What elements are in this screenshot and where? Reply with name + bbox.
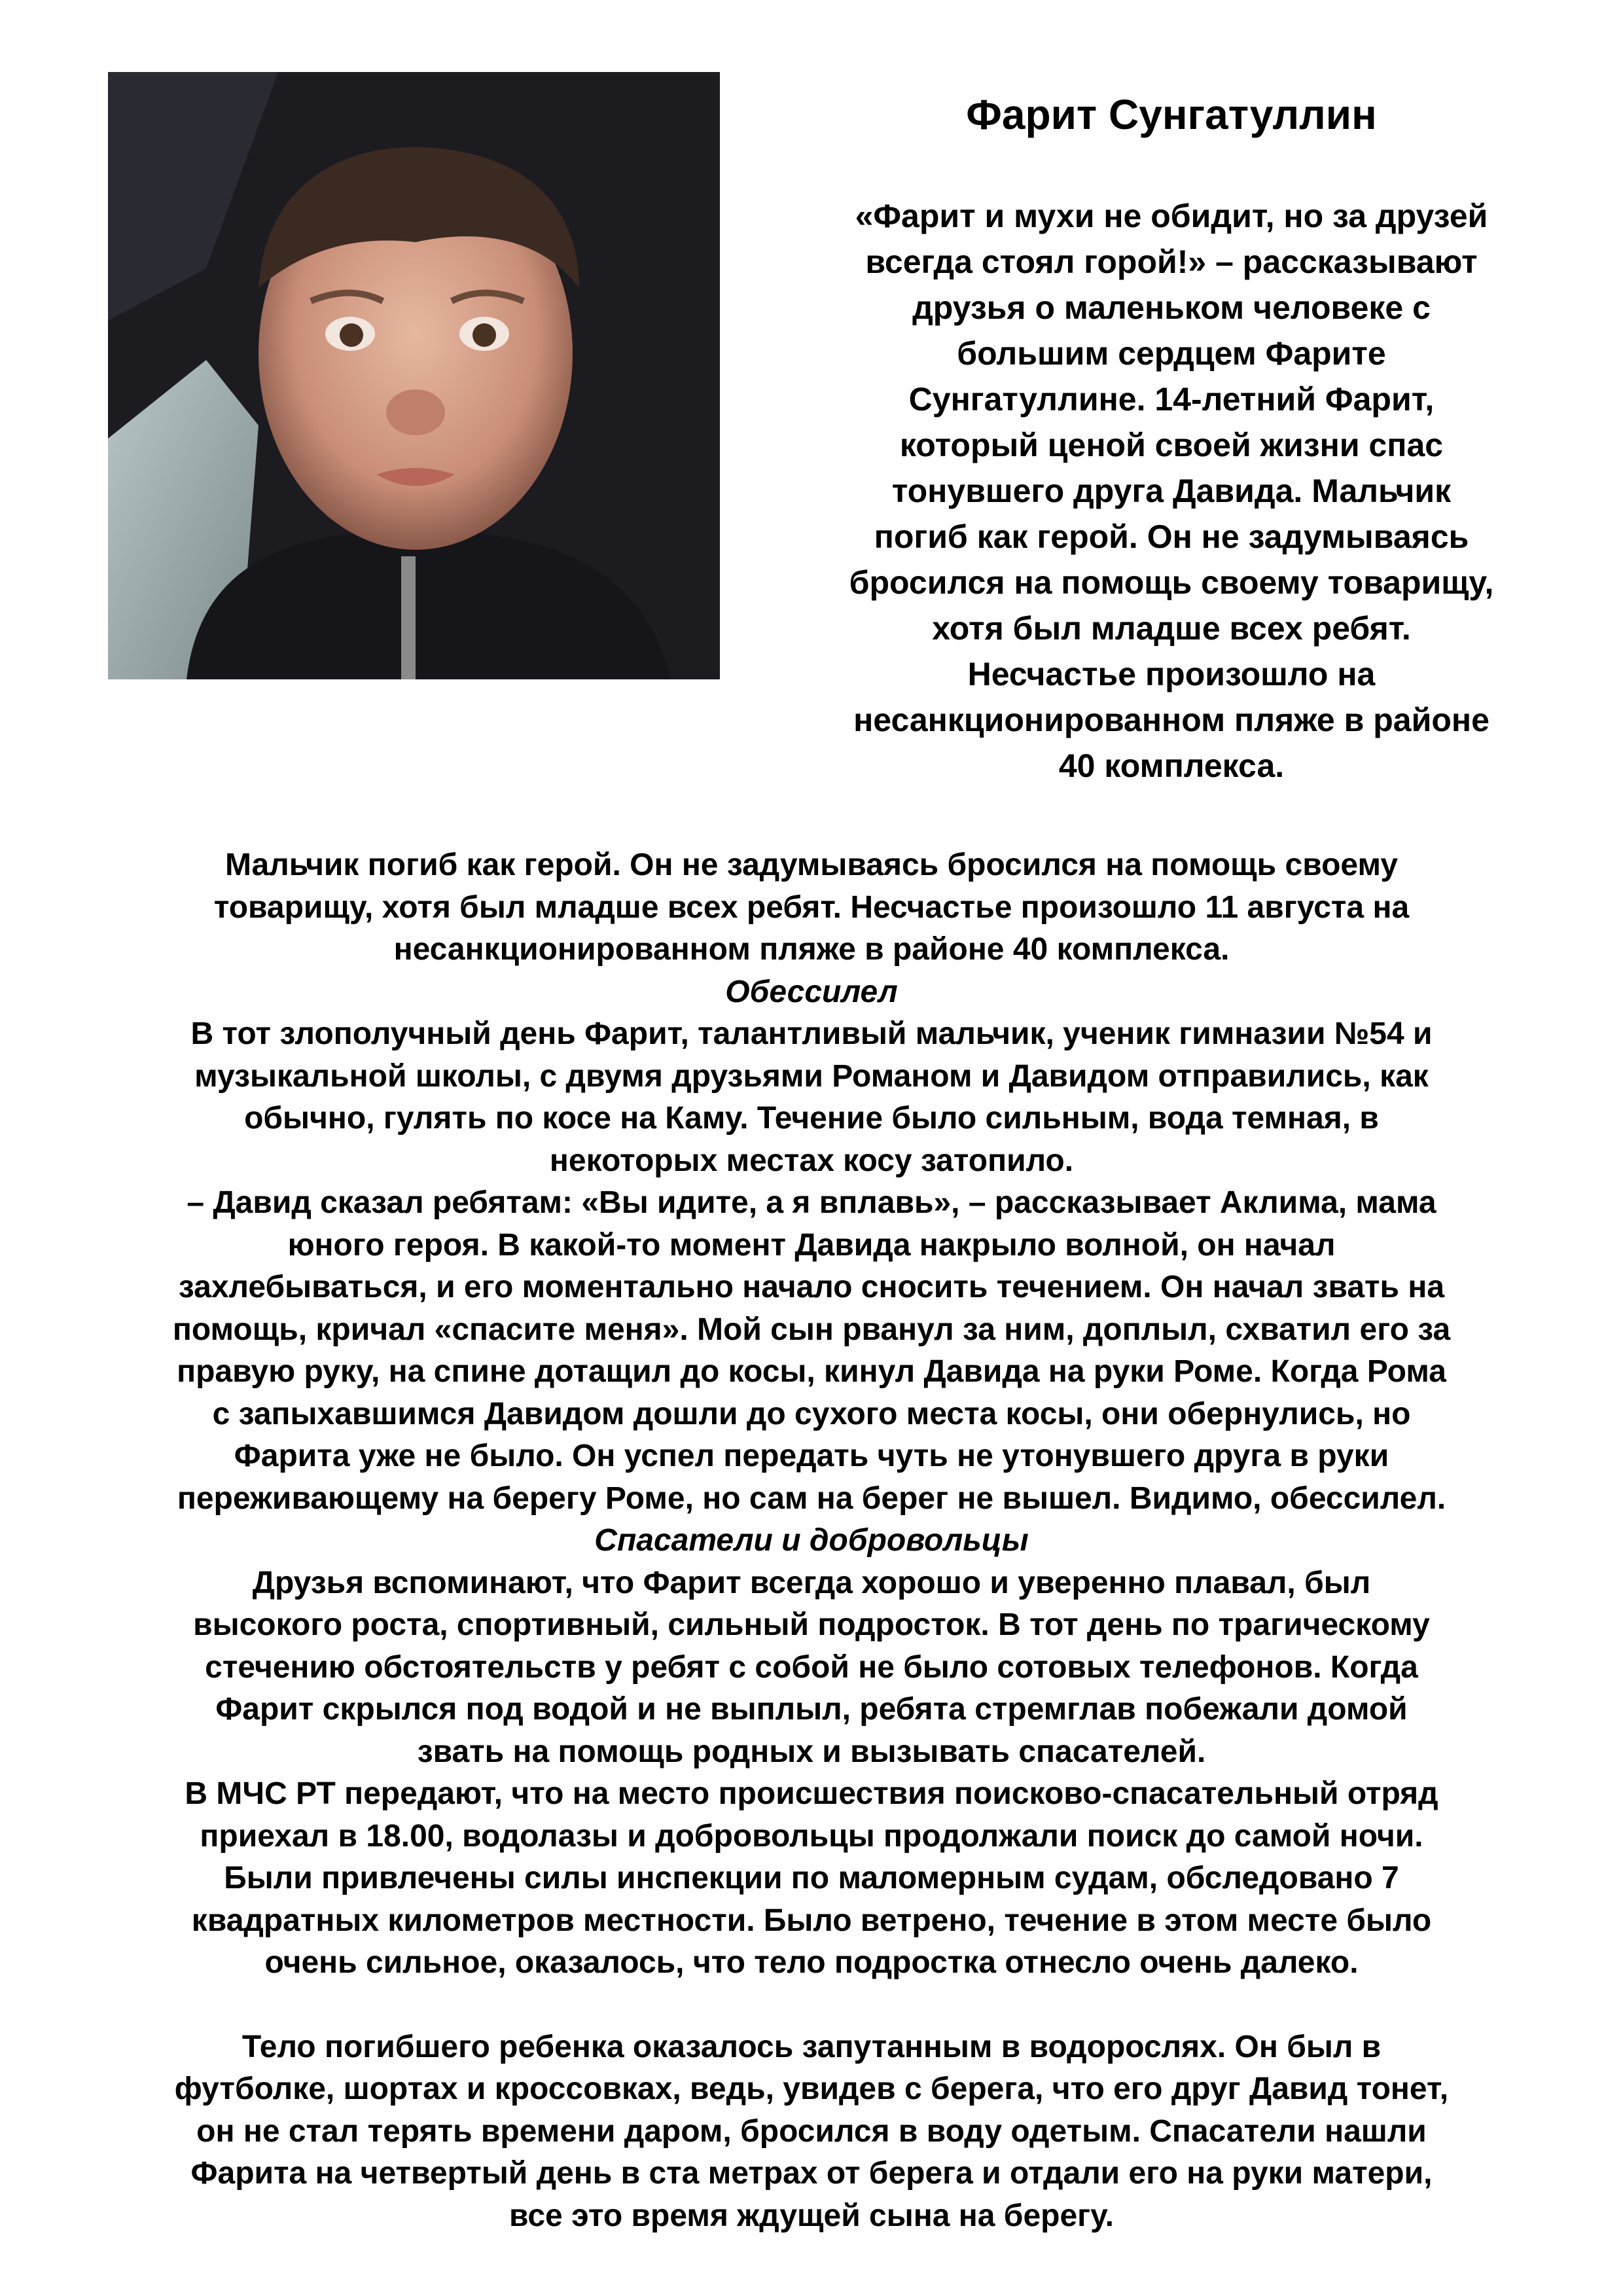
right-eye [473, 323, 496, 347]
portrait-illustration [108, 72, 720, 679]
article-body [79, 844, 1544, 2237]
nose [386, 389, 445, 435]
paragraph: Тело погибшего ребенка оказалось запутанным в водорослях. Он был в футболке, шортах и кроссовках, ведь, увидев с берега, что его друг Давид тонет, он не стал терять времени даром, бросился в воду одетым. Спасатели нашли Фарита на четвертый день в ста метрах от берега и отдали его на руки матери, все это время ждущей сына на берегу. [174, 2029, 1449, 2233]
paragraph: – Давид сказал ребятам: «Вы идите, а я вплавь», – рассказывает Аклима, мама юного героя. В какой-то момент Давида накрыло волной, он начал захлебываться, и его моментально начало сносить течением. Он начал звать на помощь, кричал «спасите меня». Мой сын рванул за ним, доплыл, схватил его за правую руку, на спине дотащил до косы, кинул Давида на руки Роме. Когда Рома с запыхавшимся Давидом дошли до сухого места косы, они обернулись, но Фарита уже не было. Он успел передать чуть не утонувшего друга в руки переживающему на берегу Роме, но сам на берег не вышел. Видимо, обессилел. [172, 1185, 1451, 1516]
paragraph: В тот злополучный день Фарит, талантливый мальчик, ученик гимназии №54 и музыкальной школы, с двумя друзьями Романом и Давидом отправились, как обычно, гулять по косе на Каму. Течение было сильным, вода темная, в некоторых местах косу затопило. [190, 1016, 1433, 1178]
paragraph: Друзья вспоминают, что Фарит всегда хорошо и уверенно плавал, был высокого роста, спортивный, сильный подросток. В тот день по трагическому стечению обстоятельств у ребят с собой не было сотовых телефонов. Когда Фарит скрылся под водой и не выплыл, ребята стремглав побежали домой звать на помощь родных и вызывать спасателей. [193, 1565, 1430, 1769]
subheading-exhausted: Обессилел [725, 974, 898, 1009]
portrait-photo [108, 72, 720, 679]
left-eye [340, 323, 363, 347]
paragraph: Мальчик погиб как герой. Он не задумываясь бросился на помощь своему товарищу, хотя был младше всех ребят. Несчастье произошло 11 августа на несанкционированном пляже в районе 40 комплекса. [213, 848, 1410, 967]
paragraph-spacer [79, 1984, 1544, 2026]
intro-paragraph: «Фарит и мухи не обидит, но за друзей всегда стоял горой!» – рассказывают друзья о маленьком человеке с большим сердцем Фарите Сунгатуллине. 14-летний Фарит, который ценой своей жизни спас тонувшего друга Давида. Мальчик погиб как герой. Он не задумываясь бросился на помощь своему товарищу, хотя был младше всех ребят. Несчастье произошло на несанкционированном пляже в районе 40 комплекса. [849, 198, 1494, 784]
zipper [401, 556, 416, 679]
subheading-rescuers: Спасатели и добровольцы [594, 1523, 1029, 1558]
page-title: Фарит Сунгатуллин [966, 91, 1377, 138]
paragraph: В МЧС РТ передают, что на место происшествия поисково-спасательный отряд приехал в 18.00, водолазы и добровольцы продолжали поиск до самой ночи. Были привлечены силы инспекции по маломерным судам, обследовано 7 квадратных километров местности. Было ветрено, течение в этом месте было очень сильное, оказалось, что тело подростка отнесло очень далеко. [185, 1776, 1438, 1980]
